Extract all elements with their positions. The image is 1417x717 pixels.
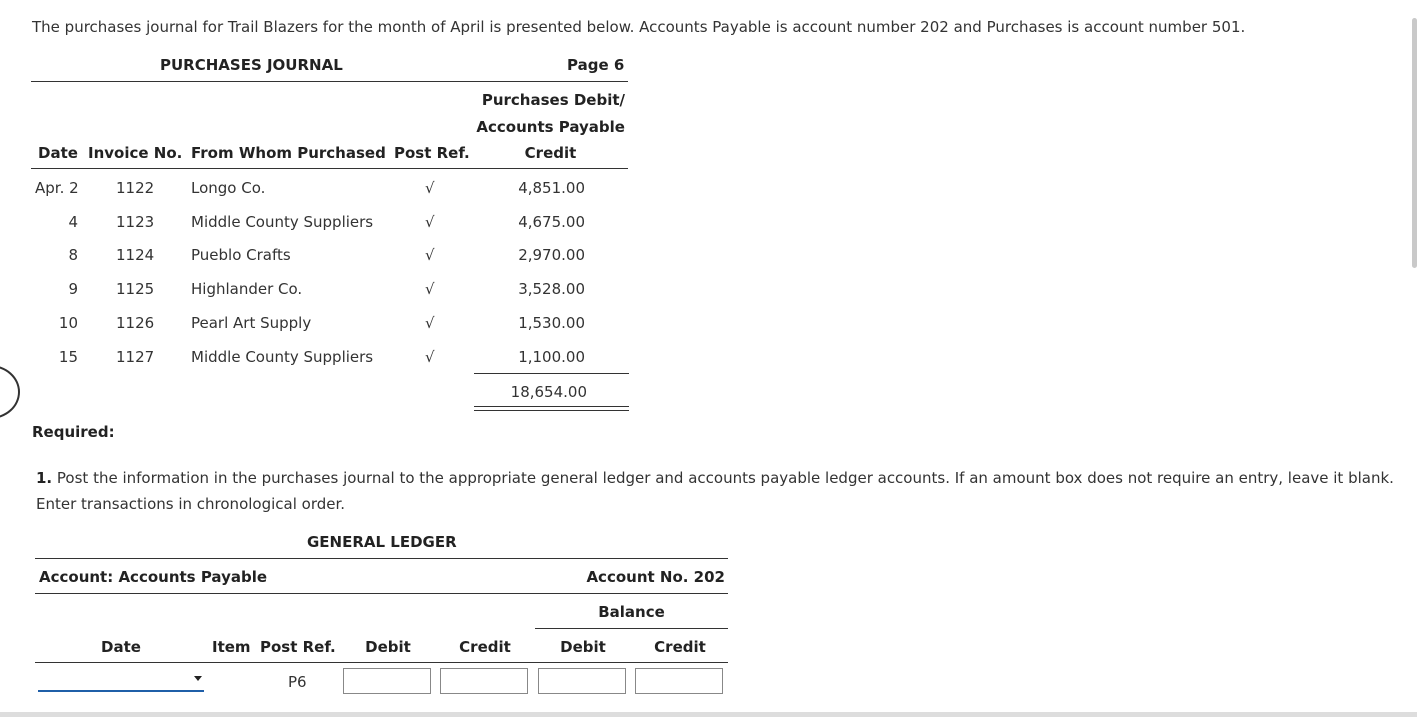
journal-page: Page 6 (567, 56, 625, 74)
ledger-row-post-ref: P6 (288, 673, 307, 691)
row-from: Middle County Suppliers (191, 213, 374, 231)
row-amount: 2,970.00 (518, 246, 585, 264)
chevron-down-icon (194, 676, 202, 681)
account-label: Account: Accounts Payable (39, 568, 268, 586)
instruction-line2: Enter transactions in chronological order. (36, 495, 346, 513)
row-invoice: 1124 (116, 246, 155, 264)
vertical-scrollbar[interactable] (1412, 18, 1417, 268)
row-date: 10 (58, 314, 78, 332)
row-from: Pearl Art Supply (191, 314, 312, 332)
row-post-ref: √ (425, 348, 435, 366)
row-invoice: 1127 (116, 348, 155, 366)
row-post-ref: √ (425, 213, 435, 231)
required-label: Required: (32, 423, 115, 441)
total-double-rule (474, 406, 629, 411)
ledger-header-date: Date (101, 638, 141, 656)
row-date: 15 (58, 348, 78, 366)
row-post-ref: √ (425, 179, 435, 197)
journal-title: PURCHASES JOURNAL (160, 56, 343, 74)
row-date: Apr. 2 (35, 179, 79, 197)
row-post-ref: √ (425, 314, 435, 332)
credit-input[interactable] (440, 668, 528, 694)
bottom-divider (0, 712, 1417, 717)
partial-circle-icon (0, 365, 20, 419)
ledger-header-balance-debit: Debit (560, 638, 606, 656)
ledger-header-balance-credit: Credit (654, 638, 706, 656)
balance-credit-input[interactable] (635, 668, 723, 694)
row-invoice: 1125 (116, 280, 155, 298)
ledger-header-rule (35, 662, 728, 663)
date-select[interactable] (38, 670, 204, 692)
row-date: 9 (68, 280, 78, 298)
instruction-text: Post the information in the purchases journal to the appropriate general ledger and accounts payable ledger accounts. If an amount box does not require an entry, leave it blank. (56, 469, 1394, 487)
journal-top-rule (31, 81, 628, 82)
total-top-rule (474, 373, 629, 374)
row-invoice: 1126 (116, 314, 155, 332)
row-amount: 4,851.00 (518, 179, 585, 197)
header-invoice: Invoice No. (88, 144, 183, 162)
row-amount: 4,675.00 (518, 213, 585, 231)
balance-rule (535, 628, 728, 629)
ledger-header-item: Item (212, 638, 251, 656)
header-from: From Whom Purchased (191, 144, 386, 162)
row-from: Longo Co. (191, 179, 266, 197)
ledger-header-credit: Credit (459, 638, 511, 656)
row-invoice: 1123 (116, 213, 155, 231)
amount-header-line1: Purchases Debit/ (481, 91, 625, 109)
intro-text: The purchases journal for Trail Blazers for the month of April is presented below. Accounts Payable is account number 202 and Purchases is account number 501. (32, 18, 1246, 36)
row-date: 8 (68, 246, 78, 264)
amount-header-line2: Accounts Payable (476, 118, 625, 136)
row-date: 4 (68, 213, 78, 231)
account-number: Account No. 202 (586, 568, 725, 586)
balance-debit-input[interactable] (538, 668, 626, 694)
journal-header-rule (31, 168, 628, 169)
ledger-header-post-ref: Post Ref. (260, 638, 336, 656)
instruction-line1 (36, 469, 1394, 487)
debit-input[interactable] (343, 668, 431, 694)
row-amount: 1,530.00 (518, 314, 585, 332)
row-invoice: 1122 (116, 179, 155, 197)
row-amount: 1,100.00 (518, 348, 585, 366)
balance-label: Balance (598, 603, 665, 621)
row-amount: 3,528.00 (518, 280, 585, 298)
row-from: Middle County Suppliers (191, 348, 374, 366)
ledger-title: GENERAL LEDGER (307, 533, 457, 551)
row-post-ref: √ (425, 246, 435, 264)
ledger-account-rule (35, 593, 728, 594)
ledger-top-rule (35, 558, 728, 559)
row-from: Highlander Co. (191, 280, 303, 298)
journal-total: 18,654.00 (510, 383, 587, 401)
row-post-ref: √ (425, 280, 435, 298)
ledger-header-debit: Debit (365, 638, 411, 656)
amount-header-line3: Credit (524, 144, 577, 162)
row-from: Pueblo Crafts (191, 246, 291, 264)
instruction-number: 1. (36, 469, 53, 487)
header-post-ref: Post Ref. (394, 144, 470, 162)
header-date: Date (38, 144, 78, 162)
